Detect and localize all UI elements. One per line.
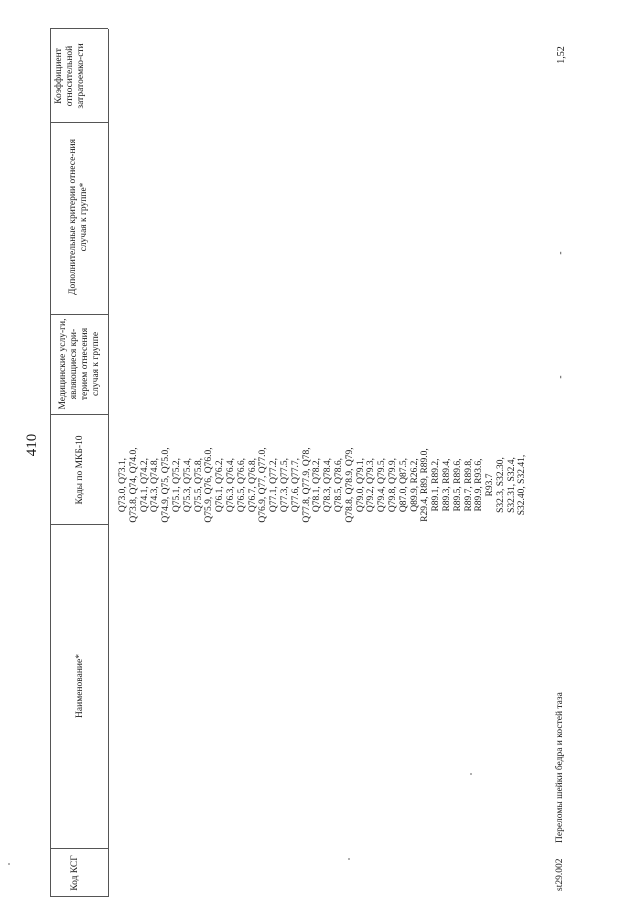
row-ksg-code: st29.002 [555, 858, 565, 891]
row-additional-criteria: - [556, 251, 566, 255]
scan-speck [8, 863, 10, 865]
header-name: Наименование* [75, 654, 85, 718]
scan-speck [348, 858, 350, 860]
page-number: 410 [24, 433, 40, 457]
column-divider [50, 848, 108, 849]
code-line: Q77.1, Q77.2, [269, 457, 280, 513]
code-line: Q74.3, Q74.8, [150, 457, 161, 513]
column-divider [50, 314, 108, 315]
header-additional-criteria: Дополнительные критерии отнесе-ния случая к группе* [68, 138, 89, 296]
code-line: R89.5, R89.6, [452, 458, 463, 512]
code-line: Q78.1, Q78.2, [312, 457, 323, 513]
code-line: Q79.4, Q79.5, [377, 457, 388, 513]
row-name: Переломы шейки бедра и костей таза [555, 692, 565, 843]
code-line: Q87.0, Q87.5, [398, 457, 409, 513]
code-line: Q74.1, Q74.2, [139, 457, 150, 513]
code-line: Q76.5, Q76.6, [236, 457, 247, 513]
scan-speck [470, 773, 472, 775]
header-bottom-border [108, 29, 109, 897]
code-line: Q77.8, Q77.9, Q78, [301, 447, 312, 523]
row-med-services: - [556, 375, 566, 379]
code-line: R89.1, R89.2, [431, 458, 442, 512]
code-line: R89.3, R89.4, [441, 458, 452, 512]
column-divider [50, 896, 108, 897]
code-line: Q76.7, Q76.8, [247, 457, 258, 513]
code-line: R89.7, R89.8, [463, 458, 474, 512]
code-line: S32.40, S32.41, [517, 454, 528, 516]
header-code: Код КСГ [70, 855, 80, 891]
code-line: R29.4, R89, R89.0, [420, 448, 431, 522]
header-med-services: Медицинские услу-ги, являющиеся кри-терием отнесения случая к группе [58, 318, 101, 410]
code-line: Q79.0, Q79.1, [355, 457, 366, 513]
code-line: R93.7 [485, 473, 496, 497]
continued-codes-list [118, 445, 528, 525]
code-line: Q79.8, Q79.9, [387, 457, 398, 513]
code-line: Q75.9, Q76, Q76.0, [204, 447, 215, 523]
code-line: Q89.9, R26.2, [409, 458, 420, 512]
column-divider [50, 524, 108, 525]
code-line: Q78.3, Q78.4, [323, 457, 334, 513]
table-top-border [50, 29, 51, 897]
code-line: Q75.1, Q75.2, [171, 457, 182, 513]
code-line: Q73.0, Q73.1, [118, 457, 128, 513]
column-divider [50, 122, 108, 123]
code-line: Q79.2, Q79.3, [366, 457, 377, 513]
header-mkb-codes: Коды по МКБ-10 [75, 435, 85, 505]
code-line: S32.31, S32.4, [506, 457, 517, 513]
code-line: Q77.3, Q77.5, [279, 457, 290, 513]
code-line: S32.3, S32.30, [495, 457, 506, 513]
code-line: Q76.3, Q76.4, [225, 457, 236, 513]
code-line: Q74.9, Q75, Q75.0, [161, 447, 172, 523]
code-line: R89.9, R93.6, [474, 458, 485, 512]
column-divider [50, 414, 108, 415]
code-line: Q76.9, Q77, Q77.0, [258, 447, 269, 523]
code-line: Q77.6, Q77.7, [290, 457, 301, 513]
code-line: Q73.8, Q74, Q74.0, [128, 447, 139, 523]
row-coefficient: 1,52 [556, 46, 567, 64]
code-line: Q78.5, Q78.6, [333, 457, 344, 513]
column-divider [50, 28, 108, 29]
code-line: Q78.8, Q78.9, Q79, [344, 447, 355, 523]
code-line: Q75.5, Q75.8, [193, 457, 204, 513]
code-line: Q75.3, Q75.4, [182, 457, 193, 513]
header-coefficient: Коэффициент относительной затратоемко-сти [54, 43, 86, 109]
code-line: Q76.1, Q76.2, [215, 457, 226, 513]
